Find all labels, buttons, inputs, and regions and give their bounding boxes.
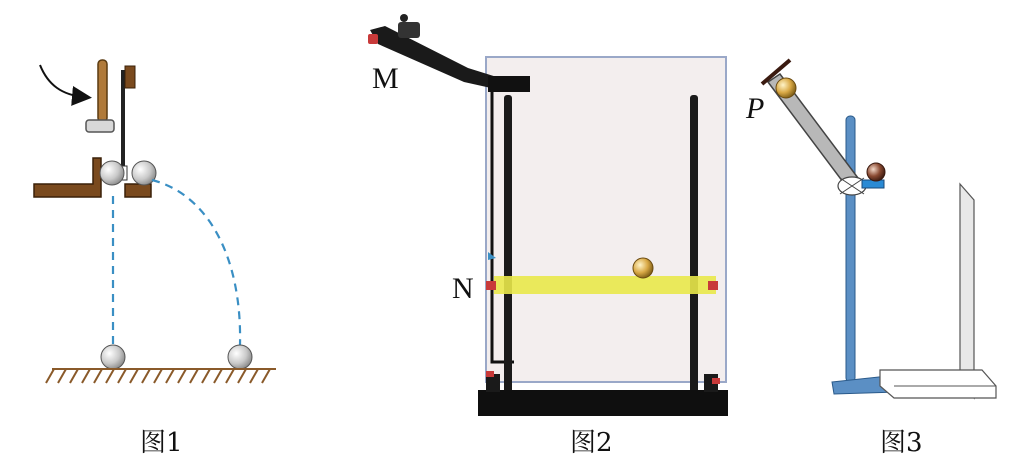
plate-clamp [125, 66, 135, 88]
ball-b-landed [228, 345, 252, 369]
right-rail [690, 95, 698, 395]
ball-a-start [100, 161, 124, 185]
ramp-mount [488, 76, 530, 92]
ball-on-tape [633, 258, 653, 278]
blue-platform [862, 180, 884, 188]
projectile-path [152, 180, 240, 345]
vertical-screen [960, 184, 974, 398]
screen-base [880, 370, 996, 398]
figure-2-caption: 图2 [570, 428, 613, 458]
figure-1-caption: 图1 [140, 428, 183, 458]
wooden-base [34, 158, 101, 197]
figure-2 [368, 14, 728, 458]
stand-pole [846, 116, 855, 382]
figure-3-caption: 图3 [880, 428, 923, 458]
stand-base [478, 390, 728, 416]
label-p: P [746, 92, 765, 125]
ball-a-landed [101, 345, 125, 369]
label-m: M [372, 62, 399, 95]
figure-3 [745, 60, 996, 458]
horizontal-tape-n [494, 276, 716, 294]
elastic-plate [121, 70, 125, 170]
ball-on-platform [867, 163, 885, 181]
label-n: N [452, 272, 474, 305]
wooden-base-right [125, 184, 151, 197]
ball-on-ramp [776, 78, 796, 98]
ground [46, 369, 276, 383]
swing-arrow-icon [40, 65, 84, 97]
hammer [86, 60, 114, 132]
figure-1 [34, 60, 276, 458]
ball-b-start [132, 161, 156, 185]
left-rail [504, 95, 512, 395]
